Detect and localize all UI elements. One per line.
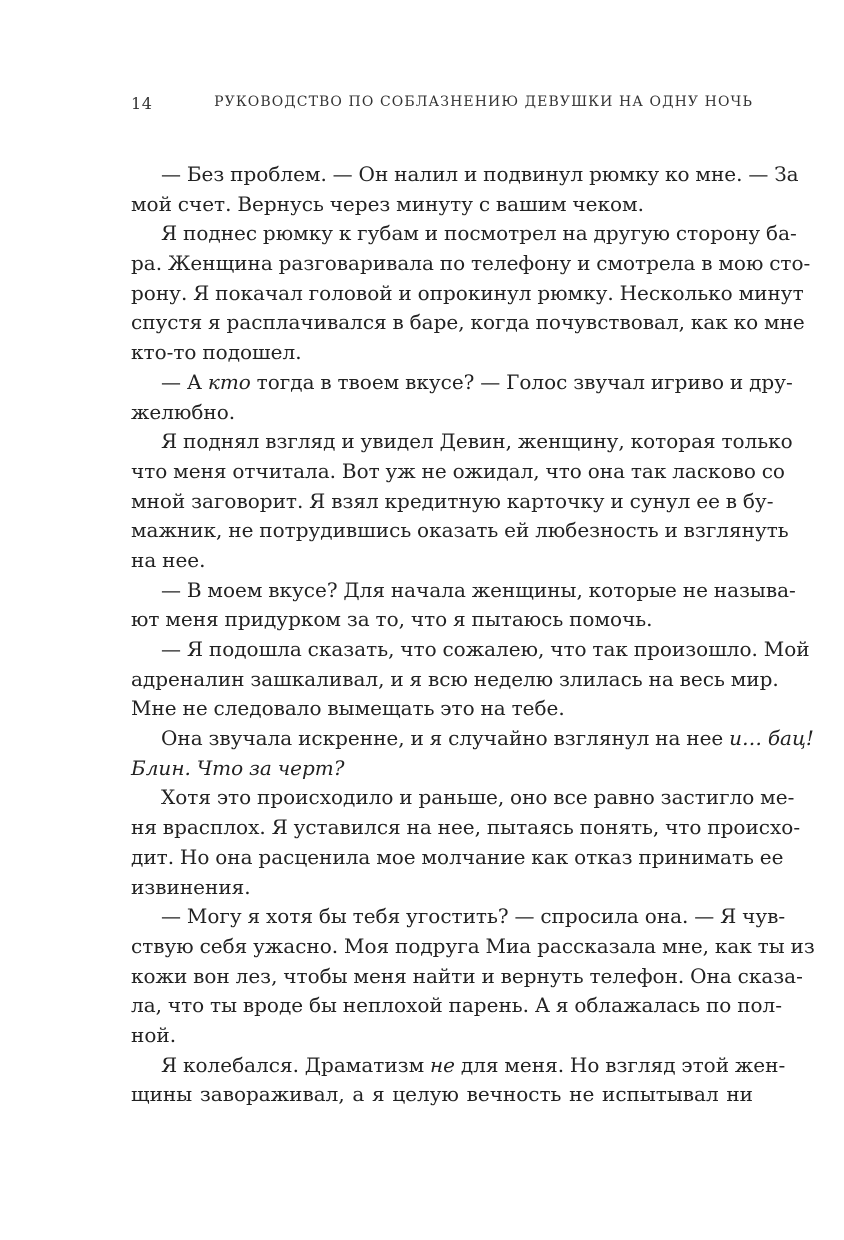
text-segment: ствую себя ужасно. Моя подруга Миа рассказала мне, как ты из xyxy=(131,933,815,958)
text-line xyxy=(131,368,793,398)
text-line xyxy=(131,249,811,279)
text-segment: кожи вон лез, чтобы меня найти и вернуть телефон. Она сказа- xyxy=(131,963,803,988)
running-head xyxy=(131,94,753,118)
text-segment: — Могу я хотя бы тебя угостить? — спросила она. — Я чув- xyxy=(161,904,786,929)
text-segment: мной заговорит. Я взял кредитную карточку и сунул ее в бу- xyxy=(131,488,774,513)
text-line xyxy=(131,487,774,517)
text-line xyxy=(131,546,753,576)
page-number: 14 xyxy=(131,94,153,113)
text-line xyxy=(131,190,753,220)
text-line xyxy=(131,1080,753,1110)
text-segment: мажник, не потрудившись оказать ей любезность и взглянуть xyxy=(131,518,789,543)
text-segment: желюбно. xyxy=(131,399,236,424)
text-line xyxy=(131,665,779,695)
text-line xyxy=(131,516,789,546)
text-line xyxy=(131,457,785,487)
text-segment: Мне не следовало вымещать это на тебе. xyxy=(131,696,565,721)
text-segment: — А xyxy=(161,369,208,394)
text-segment: адреналин зашкаливал, и я всю неделю злилась на весь мир. xyxy=(131,666,779,691)
text-line xyxy=(131,576,796,606)
text-line xyxy=(131,635,810,665)
text-segment: ют меня придурком за то, что я пытаюсь помочь. xyxy=(131,607,653,632)
text-segment: Я поднес рюмку к губам и посмотрел на другую сторону ба- xyxy=(161,221,797,246)
text-line xyxy=(131,605,753,635)
italic-text: кто xyxy=(207,369,251,394)
text-line xyxy=(131,724,814,754)
text-line xyxy=(131,1051,786,1081)
text-line xyxy=(131,783,795,813)
body-text xyxy=(131,160,815,1110)
text-line xyxy=(131,338,753,368)
text-segment: Она звучала искренне, и я случайно взглянул на нее xyxy=(161,726,730,751)
text-line xyxy=(131,398,753,428)
text-line xyxy=(131,813,801,843)
text-segment: ной. xyxy=(131,1022,177,1047)
text-line xyxy=(131,843,784,873)
text-line xyxy=(131,754,753,784)
text-line xyxy=(131,932,815,962)
book-title: РУКОВОДСТВО ПО СОБЛАЗНЕНИЮ ДЕВУШКИ НА ОДНУ НОЧЬ xyxy=(214,94,753,110)
text-segment: ла, что ты вроде бы неплохой парень. А я облажалась по пол- xyxy=(131,993,783,1018)
text-segment: Я поднял взгляд и увидел Девин, женщину, которая только xyxy=(161,429,793,454)
text-line xyxy=(131,160,799,190)
text-segment: кто-то подошел. xyxy=(131,340,302,365)
text-segment: — В моем вкусе? Для начала женщины, которые не называ- xyxy=(161,577,796,602)
text-line xyxy=(131,902,786,932)
italic-text: не xyxy=(429,1052,455,1077)
text-segment: извинения. xyxy=(131,874,251,899)
text-segment: ня врасплох. Я уставился на нее, пытаясь понять, что происхо- xyxy=(131,815,801,840)
text-segment: Я колебался. Драматизм xyxy=(161,1052,430,1077)
text-segment: — Я подошла сказать, что сожалею, что так произошло. Мой xyxy=(161,637,810,661)
text-segment: спустя я расплачивался в баре, когда почувствовал, как ко мне xyxy=(131,310,805,335)
text-line xyxy=(131,873,753,903)
text-segment: рону. Я покачал головой и опрокинул рюмку. Несколько минут xyxy=(131,280,804,305)
text-segment: что меня отчитала. Вот уж не ожидал, что она так ласково со xyxy=(131,458,785,483)
text-line xyxy=(131,694,753,724)
text-line xyxy=(131,219,797,249)
text-segment: щины завораживал, а я целую вечность не испытывал ни xyxy=(131,1082,753,1107)
text-line xyxy=(131,308,805,338)
text-segment: на нее. xyxy=(131,547,206,572)
text-line xyxy=(131,427,793,457)
italic-text: и… бац! xyxy=(729,726,814,751)
text-line xyxy=(131,962,803,992)
text-segment: Хотя это происходило и раньше, оно все равно застигло ме- xyxy=(161,785,795,810)
text-segment: — Без проблем. — Он налил и подвинул рюмку ко мне. — За xyxy=(161,162,799,186)
text-segment: мой счет. Вернусь через минуту с вашим чеком. xyxy=(131,191,644,216)
italic-text: Блин. Что за черт? xyxy=(131,755,345,780)
text-segment: для меня. Но взгляд этой жен- xyxy=(455,1052,786,1077)
text-line xyxy=(131,991,783,1021)
text-segment: ра. Женщина разговаривала по телефону и смотрела в мою сто- xyxy=(131,251,811,276)
text-segment: тогда в твоем вкусе? — Голос звучал игриво и дру- xyxy=(250,369,793,394)
text-line xyxy=(131,1021,753,1051)
text-segment: дит. Но она расценила мое молчание как отказ принимать ее xyxy=(131,844,784,869)
text-line xyxy=(131,279,804,309)
